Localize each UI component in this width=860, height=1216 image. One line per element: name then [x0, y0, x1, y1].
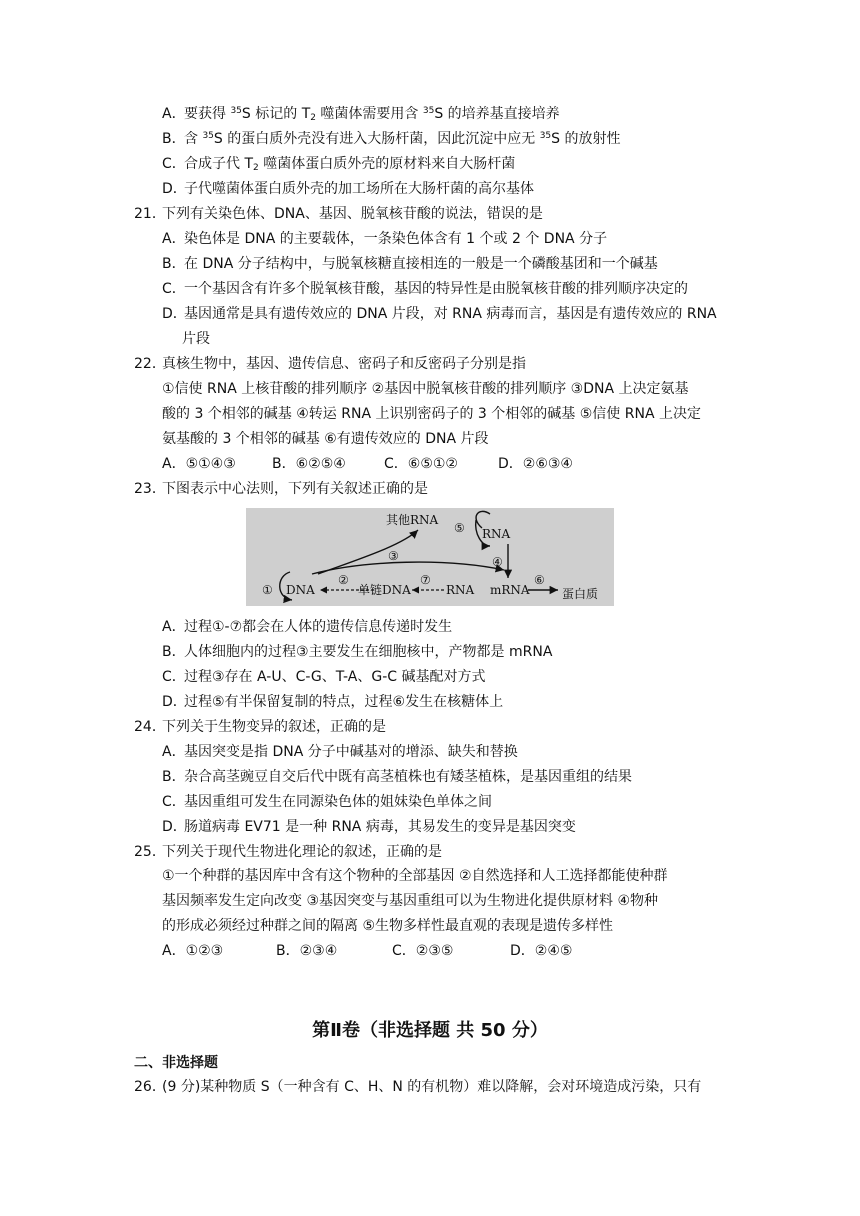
- q23-option-b: B．人体细胞内的过程③主要发生在细胞核中，产物都是 mRNA: [162, 644, 553, 660]
- q25-choice-c: C．②③⑤: [392, 943, 454, 959]
- q25-choice-a: A．①②③: [162, 943, 224, 959]
- protein-label: 蛋白质: [562, 587, 599, 601]
- q26-stem: 26．(9 分)某种物质 S（一种含有 C、H、N 的有机物）难以降解，会对环境造成污染，只有: [134, 1079, 702, 1095]
- q20-option-b: B．含 $^{35}$S 的蛋白质外壳没有进入大肠杆菌，因此沉淀中应无 $^{35}$S 的放射性: [162, 131, 621, 147]
- q25-body-line: ①一个种群的基因库中含有这个物种的全部基因 ②自然选择和人工选择都能使种群: [162, 868, 668, 884]
- q22-body-line: 酸的 3 个相邻的碱基 ④转运 RNA 上识别密码子的 3 个相邻的碱基 ⑤信使 RNA 上决定: [162, 406, 701, 422]
- circle-4: ④: [492, 555, 503, 569]
- q24-option-c: C．基因重组可发生在同源染色体的姐妹染色单体之间: [162, 794, 492, 810]
- q22-body-line: 氨基酸的 3 个相邻的碱基 ⑥有遗传效应的 DNA 片段: [162, 431, 489, 447]
- central-dogma-diagram: [246, 508, 614, 606]
- q22-stem: 22．真核生物中，基因、遗传信息、密码子和反密码子分别是指: [134, 356, 526, 372]
- q21-stem: 21．下列有关染色体、DNA、基因、脱氧核苷酸的说法，错误的是: [134, 206, 543, 222]
- section-subtitle: 二、非选择题: [134, 1055, 218, 1071]
- q22-choice-b: B．⑥②⑤④: [272, 456, 346, 472]
- q25-stem: 25．下列关于现代生物进化理论的叙述，正确的是: [134, 844, 442, 860]
- q25-choices: [162, 941, 572, 961]
- q24-option-a: A．基因突变是指 DNA 分子中碱基对的增添、缺失和替换: [162, 744, 518, 760]
- circle-1: ①: [262, 583, 273, 597]
- process-3-branch-arrow: [318, 530, 418, 574]
- q22-choice-a: A．⑤①④③: [162, 456, 236, 472]
- single-strand-dna-label: 单链DNA: [358, 583, 411, 597]
- q23-option-c: C．过程③存在 A-U、C-G、T-A、G-C 碱基配对方式: [162, 669, 486, 685]
- q25-choice-b: B．②③④: [276, 943, 338, 959]
- q21-option-d: D．基因通常是具有遗传效应的 DNA 片段，对 RNA 病毒而言，基因是有遗传效应的 RNA: [162, 306, 717, 322]
- q25-body-line: 的形成必须经过种群之间的隔离 ⑤生物多样性最直观的表现是遗传多样性: [162, 918, 613, 934]
- circle-6: ⑥: [534, 573, 545, 587]
- q25-choice-d: D．②④⑤: [510, 943, 573, 959]
- q22-choices: [162, 454, 573, 474]
- q22-choice-d: D．②⑥③④: [498, 456, 573, 472]
- section-title: 第Ⅱ卷（非选择题 共 50 分）: [312, 1020, 548, 1041]
- q24-stem: 24．下列关于生物变异的叙述，正确的是: [134, 719, 386, 735]
- q21-option-b: B．在 DNA 分子结构中，与脱氧核糖直接相连的一般是一个磷酸基团和一个碱基: [162, 256, 658, 272]
- q21-option-a: A．染色体是 DNA 的主要载体，一条染色体含有 1 个或 2 个 DNA 分子: [162, 231, 608, 247]
- q20-option-c: C．合成子代 $T_2$ 噬菌体蛋白质外壳的原材料来自大肠杆菌: [162, 156, 516, 173]
- q20-option-a: A．要获得 $^{35}$S 标记的 $T_2$ 噬菌体需要用含 $^{35}$S 的培养基直接培养: [162, 106, 560, 123]
- q21-option-c: C．一个基因含有许多个脱氧核苷酸，基因的特异性是由脱氧核苷酸的排列顺序决定的: [162, 281, 688, 297]
- q24-option-d: D．肠道病毒 EV71 是一种 RNA 病毒，其易发生的变异是基因突变: [162, 819, 576, 835]
- q23-stem: 23．下图表示中心法则，下列有关叙述正确的是: [134, 481, 428, 497]
- replication-loop-5: [476, 511, 490, 528]
- q23-option-d: D．过程⑤有半保留复制的特点，过程⑥发生在核糖体上: [162, 694, 504, 710]
- circle-2: ②: [338, 573, 349, 587]
- q21-option-d-continued: 片段: [182, 331, 210, 347]
- q22-body-line: ①信使 RNA 上核苷酸的排列顺序 ②基因中脱氧核苷酸的排列顺序 ③DNA 上决定氨基: [162, 381, 689, 397]
- q22-choice-c: C．⑥⑤①②: [384, 456, 458, 472]
- q23-option-a: A．过程①-⑦都会在人体的遗传信息传递时发生: [162, 619, 453, 635]
- circle-7: ⑦: [420, 573, 431, 587]
- q25-body-line: 基因频率发生定向改变 ③基因突变与基因重组可以为生物进化提供原材料 ④物种: [162, 893, 658, 909]
- circle-3: ③: [388, 549, 399, 563]
- circle-5: ⑤: [454, 521, 465, 535]
- dna-label: DNA: [286, 583, 315, 597]
- mrna-label: mRNA: [490, 583, 530, 597]
- rna-middle-label: RNA: [446, 583, 475, 597]
- q20-option-d: D．子代噬菌体蛋白质外壳的加工场所在大肠杆菌的高尔基体: [162, 181, 534, 197]
- q24-option-b: B．杂合高茎豌豆自交后代中既有高茎植株也有矮茎植株，是基因重组的结果: [162, 769, 632, 785]
- other-rna-label: 其他RNA: [386, 513, 439, 527]
- rna-label: RNA: [482, 527, 511, 541]
